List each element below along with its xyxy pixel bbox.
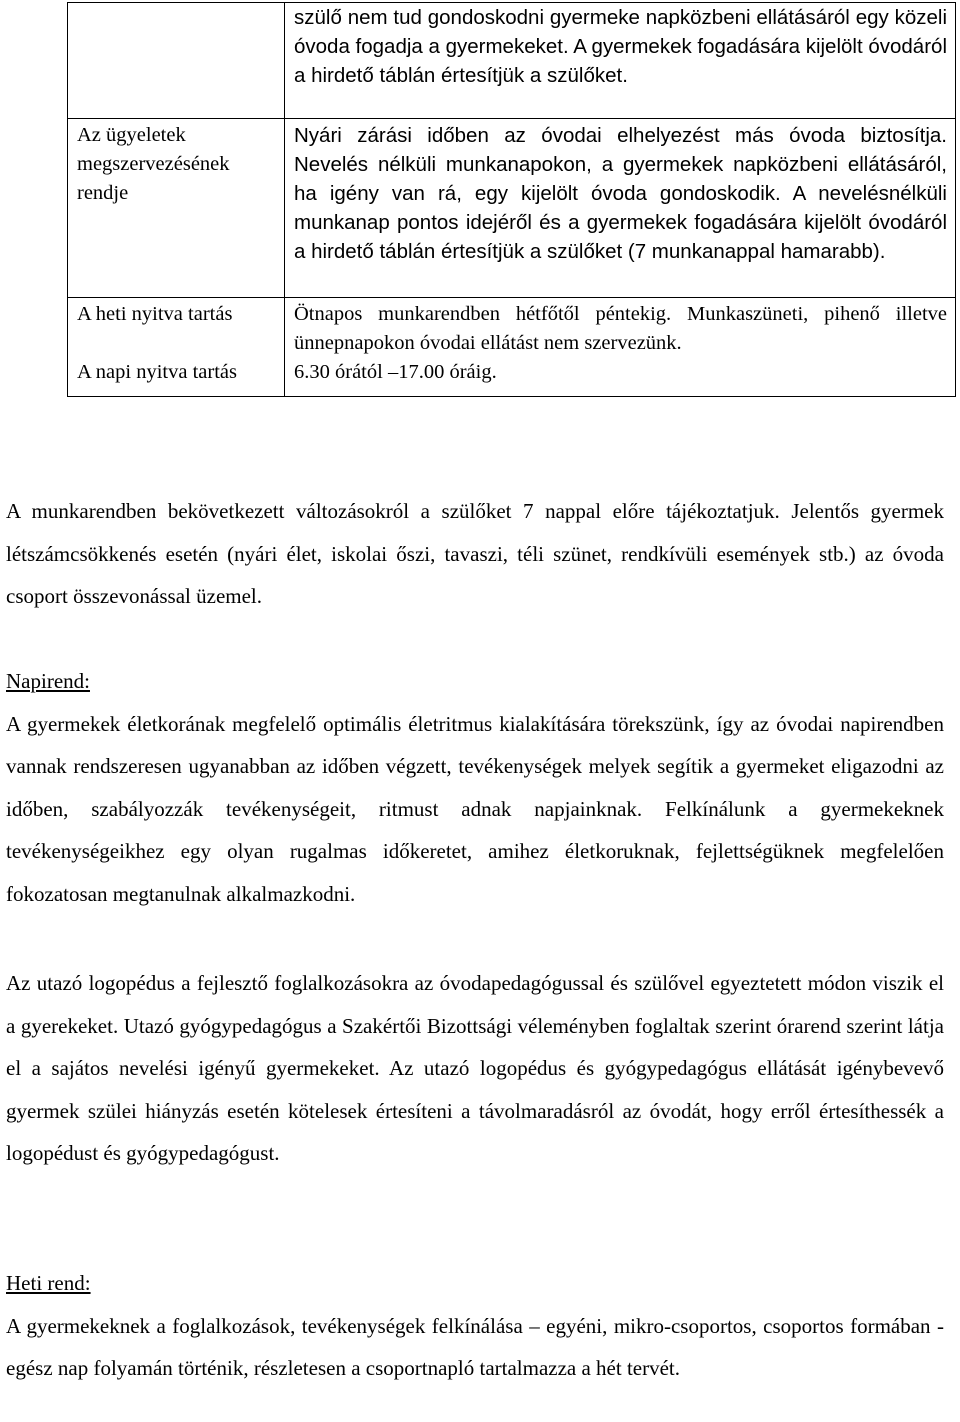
paragraph-logopedus — [6, 962, 944, 1175]
table-row — [68, 298, 956, 359]
label-line: Az ügyeletek — [77, 124, 186, 146]
section-heading: Napirend: — [6, 669, 90, 693]
table-value-cell: Nyári zárási időben az óvodai elhelyezést más óvoda biztosítja. Nevelés nélküli munkanapokon, a gyermekek napközbeni ellátásáról, ha igény van rá, egy kijelölt óvoda gondoskodik. A nevelésnélküli munkanap pontos idejéről és a gyermekek fogadására kijelölt óvodáról a hirdető táblán értesítjük a szülőket (7 munkanappal hamarabb). — [285, 119, 956, 298]
paragraph-text: Az utazó logopédus a fejlesztő foglalkozásokra az óvodapedagógussal és szülővel egyeztetett módon viszik el a gyerekeket. Utazó gyógypedagógus a Szakértői Bizottsági véleményben foglaltak szerint órarend szerint látja el a sajátos nevelési igényű gyermekeket. Az utazó logopédus és gyógypedagógus ellátását igénybevevő gyermek szülei hiányzás esetén kötelesek értesíteni a távolmaradásról az óvodát, hogy erről értesíthessék a logopédust és gyógypedagógust. — [6, 971, 944, 1165]
label-line: rendje — [77, 182, 129, 204]
section-napirend — [6, 660, 944, 915]
paragraph-schedule-changes — [6, 490, 944, 618]
paragraph-text: A munkarendben bekövetkezett változásokról a szülőket 7 nappal előre tájékoztatjuk. Jelentős gyermek létszámcsökkenés esetén (nyári élet, iskolai őszi, tavaszi, téli szünet, rendkívüli események stb.) az óvoda csoport összevonással üzemel. — [6, 499, 944, 608]
section-heading: Heti rend: — [6, 1271, 91, 1295]
table-value-cell: szülő nem tud gondoskodni gyermeke napközbeni ellátásáról egy közeli óvoda fogadja a gyermekeket. A gyermekek fogadására kijelölt óvodáról a hirdető táblán értesítjük a szülőket. — [285, 3, 956, 119]
table-label-cell — [68, 3, 285, 119]
info-table — [67, 2, 956, 397]
table-row — [68, 358, 956, 397]
paragraph-text: A gyermekeknek a foglalkozások, tevékenységek felkínálása – egyéni, mikro-csoportos, csoportos formában - egész nap folyamán történik, részletesen a csoportnapló tartalmazza a hét tervét. — [6, 1313, 944, 1380]
table-label-cell: A heti nyitva tartás — [68, 298, 285, 359]
table-value-cell: Ötnapos munkarendben hétfőtől péntekig. Munkaszüneti, pihenő illetve ünnepnapokon óvodai ellátást nem szervezünk. — [285, 298, 956, 359]
paragraph-text: A gyermekek életkorának megfelelő optimális életritmus kialakítására törekszünk, így az óvodai napirendben vannak rendszeresen ugyanabban az időben végzett, tevékenységek melyek segítik a gyermeket eligazodni az időben, szabályozzák tevékenységeit, ritmust adnak napjainknak. Felkínálunk a gyermekeknek tevékenységeikhez egy olyan rugalmas időkeretet, amihez életkoruknak, fejlettségüknek megfelelően fokozatosan megtanulnak alkalmazkodni. — [6, 711, 944, 906]
table-row — [68, 119, 956, 298]
table-row — [68, 3, 956, 119]
table-label-cell: A napi nyitva tartás — [68, 358, 285, 397]
section-heti-rend — [6, 1262, 944, 1390]
table-label-cell — [68, 119, 285, 298]
label-line: megszervezésének — [77, 153, 230, 175]
table-value-cell: 6.30 órától –17.00 óráig. — [285, 358, 956, 397]
